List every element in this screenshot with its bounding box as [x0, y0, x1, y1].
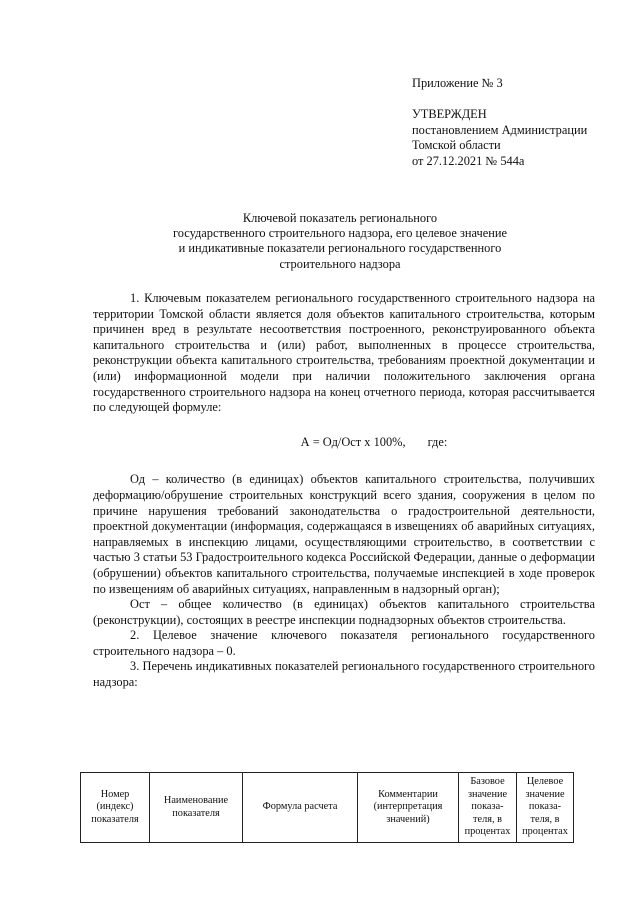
- title-line: строительного надзора: [279, 256, 401, 271]
- appendix-number: Приложение № 3: [412, 76, 503, 90]
- title-line: Ключевой показатель регионального: [242, 211, 438, 225]
- table-header-row: [81, 773, 574, 843]
- header-cell-formula: Формула расчета: [243, 773, 358, 843]
- title-line: и индикативные показатели регионального государственного: [178, 241, 502, 256]
- title-line: государственного строительного надзора, его целевое значение: [172, 226, 508, 241]
- header-cell-name: Наименование показателя: [150, 773, 243, 843]
- paragraph-2: 2. Целевое значение ключевого показателя регионального государственного строительного надзора – 0.: [93, 628, 595, 658]
- approval-line: УТВЕРЖДЕН: [412, 107, 487, 122]
- approval-line: от 27.12.2021 № 544а: [412, 153, 525, 168]
- formula-where: где:: [427, 434, 448, 449]
- document-title: [120, 211, 560, 272]
- paragraph-3: 3. Перечень индикативных показателей регионального государственного строительного надзора:: [93, 659, 595, 690]
- header-cell-target-value: Целевое значение показа-теля, в процентах: [517, 773, 574, 843]
- formula-expression: А = Од/Ост х 100%,: [300, 434, 406, 449]
- header-cell-number: Номер (индекс) показателя: [81, 773, 150, 843]
- header-cell-base-value: Базовое значение показа-теля, в процентах: [459, 773, 517, 843]
- paragraph-od: Од – количество (в единицах) объектов капитального строительства, получивших деформацию/обрушение строительных конструкций всего здания, сооружения в целом по причине нарушения требований законодательства о градостроительной деятельности, проектной документации (информация, содержащаяся в извещениях об аварийных ситуациях, направляемых в инспекцию лицами, осуществляющими строительство, в соответствии с частью 3 статьи 53 Градостроительного кодекса Российской Федерации, данные о деформации (обрушении) объектов капитального строительства, получаемые инспекцией в ходе проверок по извещениям об аварийных ситуациях, направленным в надзорный орган);: [93, 472, 595, 596]
- header-cell-comments: Комментарии (интерпретация значений): [358, 773, 459, 843]
- approval-line: постановлением Администрации: [412, 122, 588, 137]
- formula: [93, 435, 595, 451]
- approval-block: [412, 76, 627, 169]
- document-body: [93, 291, 595, 691]
- paragraph-1: 1. Ключевым показателем регионального государственного строительного надзора на территории Томской области является доля объектов капитального строительства, которым причинен вред в результате несоответствия построенного, реконструированного объекта капитального строительства и (или) работ, выполненных в процессе строительства, реконструкции объекта капитального строительства, требованиям проектной документации и (или) информационной модели при наличии положительного заключения органа государственного строительного надзора на конец отчетного периода, которая рассчитывается по следующей формуле:: [93, 291, 595, 415]
- paragraph-ost: Ост – общее количество (в единицах) объектов капитального строительства (реконструкции), состоящих в реестре инспекции поднадзорных объектов строительства.: [93, 597, 595, 627]
- indicators-table: [80, 772, 574, 843]
- approval-line: Томской области: [412, 138, 501, 153]
